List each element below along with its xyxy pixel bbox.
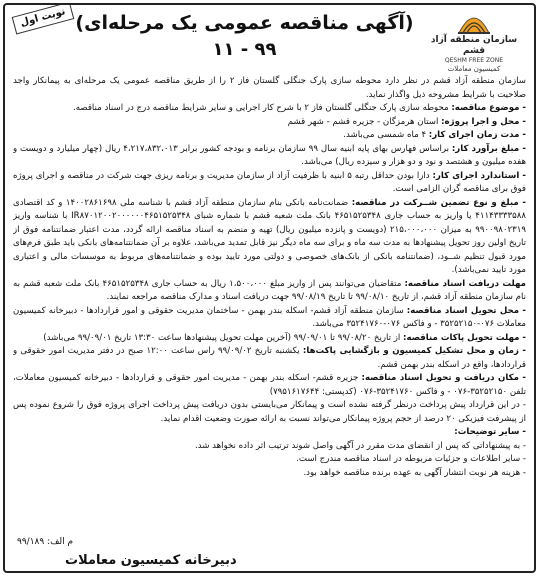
ad-frame <box>3 3 536 573</box>
ad-section <box>13 170 526 197</box>
ad-section-label: - مبلغ و نوع تضمین شــرکت در مناقصه: <box>351 197 526 208</box>
logo-fa-sub: کمیسیون معاملات <box>447 65 501 73</box>
ad-section <box>13 332 526 346</box>
ad-section-label: مهلت دریافت اسناد مناقصه: <box>404 278 526 289</box>
ad-section-text: - سایر اطلاعات و جزئیات مربوطه در اسناد مناقصه مندرج است. <box>296 454 526 464</box>
ad-section-text: - در این قرارداد پیش پرداخت درنظر گرفته نشده است و پیمانکار می‌بایستی بدون دریافت پیش پرداخت اجرای پروژه فوق را شروع نموده پس از پیشرفت فیزیکی ۲۰ درصد از حجم پروژه پیمانکار می‌تواند نسبت به ارائه صورت وضعیت اقدام نماید. <box>13 400 526 424</box>
ad-section <box>13 399 526 426</box>
logo-en-name: QESHM FREE ZONE <box>444 57 504 64</box>
ad-section-label: - استاندارد اجرای کار: <box>432 170 526 181</box>
ad-section-label: - محل تحویل اسناد مناقصه: <box>406 305 526 316</box>
ad-section-text: ضمانت‌نامه بانکی بنام سازمان منطقه آزاد قشم با شناسه ملی ۱۴۰۰۲۸۶۱۶۹۸ و کد اقتصادی ۴۱۱۴۳۳۳۳۵۸۸ یا واریز به حساب جاری ۴۶۵۱۵۲۵۳۴۸ بانک ملت شعبه قشم با شماره شبای IR۸۷۰۱۲۰۰۲۰۰۰۰۰۰۴۶۵۱۵۲۵۳۴۸ با شناسه واریز ۹۹۰۰۹۸۰۲۳۱۹ به میزان ۲۱۵،۰۰۰،۰۰۰ (دویست و پانزده میلیون ریال) تهیه و منضم به اسناد مناقصه ارائه گردد، مدت اعتبار ضمانتنامه فوق از تاریخ اولین روز تحویل پیشنهادها به مدت سه ماه و برای سه ماه دیگر نیز قابل تمدید می‌باشد، علاوه بر آن ضمانتنامه‌های بانکی باید طبق فرم‌های مورد قبول تنظیم شــود، (ضمانتنامه بانکی از بانک‌های خصوصی و دولتی مورد تایید بوده و ضمانتنامه‌های مربوط به موسسات مالی و اعتباری مورد تایید نمی‌باشد). <box>13 197 526 275</box>
ad-section <box>13 305 526 332</box>
ad-section <box>13 102 526 116</box>
ad-signature: دبیرخانه کمیسیون معاملات <box>65 553 237 568</box>
ad-section-label: - مدت زمان اجرای کار: <box>428 130 526 140</box>
ad-section-text: از تاریخ ۹۹/۰۸/۲۰ تا ۹۹/۰۹/۰۱ (آخرین مهلت تحویل پیشنهادها ساعت ۱۳:۳۰ تاریخ ۹۹/۰۹/۰۱ می‌باشد) <box>43 332 404 343</box>
ad-section <box>13 116 526 130</box>
ad-section <box>13 278 526 305</box>
ad-section-label: - سایر توضیحات: <box>454 427 526 437</box>
ad-section-label: - موضوع مناقصه: <box>451 103 526 113</box>
ad-section <box>13 345 526 372</box>
ad-section <box>13 467 526 481</box>
qeshm-logo <box>424 9 524 71</box>
ad-header <box>5 5 534 73</box>
first-round-badge: نوبت اول <box>12 3 75 34</box>
ad-section <box>13 440 526 454</box>
logo-fa-name: سازمان منطقه آزاد قشم <box>430 35 518 56</box>
ad-title: (آگهی مناقصه عمومی یک مرحله‌ای) <box>75 12 414 34</box>
ad-reference: م الف: ۹۹/۱۸۹ <box>17 537 74 547</box>
ad-section-text: - هزینه هر نوبت انتشار آگهی به عهده برنده مناقصه خواهد بود. <box>303 467 526 478</box>
ad-section-text: استان هرمزگان - جزیره قشم - شهر قشم <box>287 116 442 127</box>
ad-section <box>13 129 526 143</box>
ad-section <box>13 426 526 440</box>
ad-section-text: متقاضیان می‌توانند پس از واریز مبلغ ۱،۵۰۰،۰۰۰ ریال به حساب جاری ۴۶۵۱۵۲۵۳۴۸ بانک ملت شعبه قشم به نام سازمان منطقه آزاد قشم، از تاریخ ۹۹/۰۸/۱۰ تا تاریخ ۹۹/۰۸/۱۹ جهت دریافت اسناد و مدارک مناقصه مراجعه نمایند. <box>13 278 526 302</box>
ad-section <box>13 453 526 467</box>
ad-intro: سازمان منطقه آزاد قشم در نظر دارد محوطه سازی پارک جنگلی گلستان فاز ۲ را از طریق مناقصه عمومی یک مرحله‌ای به پیمانکار واجد صلاحیت با شرایط مشروحه ذیل واگذار نماید. <box>13 76 526 100</box>
ad-section-label: - زمان و محل تشکیل کمیسیون و بازگشایی پاکت‌ها: <box>302 346 526 356</box>
ad-section-text: محوطه سازی پارک جنگلی گلستان فاز ۲ با شرح کار اجرایی و سایر شرایط مناقصه درج در اسناد مناقصه. <box>73 103 452 113</box>
ad-section <box>13 197 526 278</box>
ad-section-text: سازمان منطقه آزاد قشم- اسکله بندر بهمن - ساختمان مدیریت حقوقی و امور قراردادها - دبیرخانه کمیسیون معاملات ۰۷۶-۳۵۲۵۲۱۵۰ - و فاکس ۰۷۶-۳۵۲۴۱۷۶۰ می‌باشد. <box>13 305 526 329</box>
ad-section-text: براساس فهارس بهای پایه ابنیه سال ۹۹ سازمان برنامه و بودجه کشور برابر ۴،۲۱۷،۸۳۲،۰۱۳ ریال (چهار میلیارد و دویست و هفده میلیون و هشتصد و نود و دو هزار و سیزده ریال) می‌باشد. <box>13 143 526 167</box>
ad-section-text: دارا بودن حداقل رتبه ۵ ابنیه با ظرفیت آزاد از سازمان مدیریت و برنامه ریزی جهت شرکت در مناقصه و اجرای پروژه فوق برای مناقصه گران الزامی است. <box>13 170 526 194</box>
ad-section-text: ۴ ماه شمسی می‌باشد. <box>343 130 429 140</box>
ad-section-label: - مهلت تحویل پاکات مناقصه: <box>403 332 526 343</box>
ad-number: ۱۱ - ۹۹ <box>212 39 277 60</box>
ad-section <box>13 372 526 399</box>
ad-section-text: - به پیشنهاداتی که پس از انقضای مدت مقرر در آگهی واصل شوند ترتیب اثر داده نخواهد شد. <box>194 440 526 451</box>
ad-body <box>13 75 526 537</box>
ad-section-text: یکشنبه تاریخ ۹۹/۰۹/۰۲ راس ساعت ۱۲:۰۰ صبح در دفتر مدیریت امور حقوقی و قراردادها، واقع در اسکله بندر بهمن قشم. <box>13 346 526 370</box>
qeshm-logo-icon <box>457 9 491 35</box>
ad-sections <box>13 102 526 480</box>
ad-section <box>13 143 526 170</box>
ad-section-label: - محل و اجرا پروژه: <box>441 116 526 127</box>
ad-section-label: - مکان دریافت و تحویل اسناد مناقصه: <box>361 373 526 383</box>
ad-section-text: جزیره قشم- اسکله بندر بهمن - مدیریت امور حقوقی و قراردادها - دبیرخانه کمیسیون معاملات، تلفن ۳۵۲۵۲۱۵۰-۰۷۶ - و فاکس ۳۵۲۴۱۷۶۰-۰۷۶ (کدپستی: ۷۹۵۱۶۱۷۶۴۴) <box>13 373 526 397</box>
ad-section-label: - مبلغ برآورد کار: <box>451 143 526 154</box>
